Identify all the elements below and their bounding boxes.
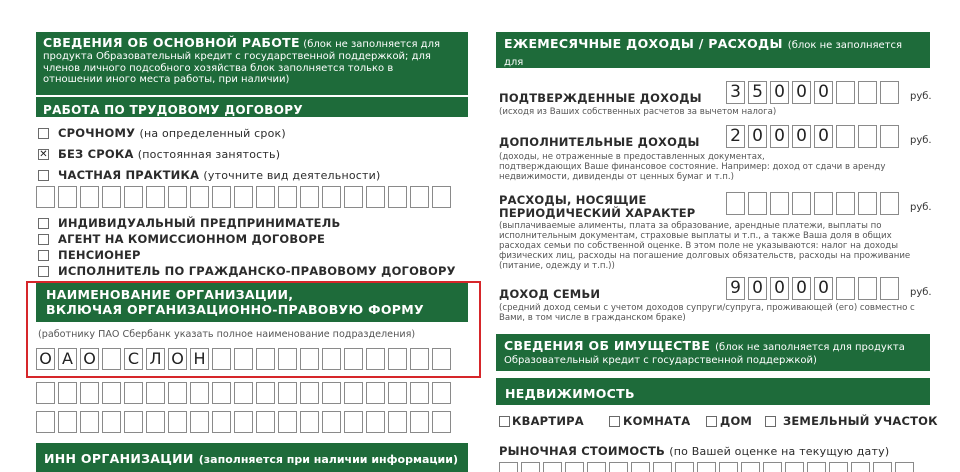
cell[interactable]: [432, 382, 451, 404]
private-practice-cells[interactable]: [36, 186, 451, 208]
checkbox-land[interactable]: [765, 416, 776, 427]
additional-income-note-1: подтверждающих Ваше финансовое состояние. Например: доход от сдачи в аренду: [499, 162, 886, 172]
cell[interactable]: 0: [792, 125, 811, 148]
option-private-practice-label: ЧАСТНАЯ ПРАКТИКА: [58, 168, 200, 182]
checkbox-permanent[interactable]: ✕: [39, 149, 48, 160]
inn-note: (заполняется при наличии информации): [198, 453, 458, 466]
org-name-cells-row3[interactable]: [36, 411, 451, 433]
cell[interactable]: [344, 382, 363, 404]
option-fixed-term-label: СРОЧНОМУ: [58, 126, 136, 140]
cell[interactable]: 0: [814, 81, 833, 104]
cell[interactable]: 9: [726, 277, 745, 300]
real-estate-title: НЕДВИЖИМОСТЬ: [505, 386, 635, 401]
cell[interactable]: [873, 462, 892, 472]
cell[interactable]: [322, 186, 341, 208]
cell[interactable]: [880, 192, 899, 215]
cell[interactable]: [836, 81, 855, 104]
org-name-cells-row2[interactable]: [36, 382, 451, 404]
cell[interactable]: 0: [770, 81, 789, 104]
cell[interactable]: [366, 411, 385, 433]
cell[interactable]: [344, 186, 363, 208]
cell[interactable]: [726, 192, 745, 215]
cell[interactable]: [880, 125, 899, 148]
cell[interactable]: [300, 186, 319, 208]
monthly-note: (блок не заполняется для: [504, 40, 903, 68]
market-value-title: РЫНОЧНАЯ СТОИМОСТЬ: [499, 444, 665, 458]
cell[interactable]: [300, 411, 319, 433]
periodic-expenses-unit: руб.: [910, 202, 932, 213]
monthly-header: [496, 32, 930, 81]
main-work-note: (блок не заполняется для: [303, 39, 441, 50]
cell[interactable]: [124, 186, 143, 208]
market-value-cells[interactable]: [499, 462, 914, 472]
confirmed-income-unit: руб.: [910, 91, 932, 102]
real-estate-header: [496, 378, 930, 405]
cell[interactable]: [322, 411, 341, 433]
cell[interactable]: [719, 462, 738, 472]
cell[interactable]: 2: [726, 125, 745, 148]
cell[interactable]: [499, 462, 518, 472]
cell[interactable]: [146, 411, 165, 433]
cell[interactable]: [858, 81, 877, 104]
cell[interactable]: Н: [190, 348, 209, 370]
main-work-note-line-0: продукта Образовательный кредит с государственной поддержкой; для: [43, 51, 431, 62]
cell[interactable]: [880, 277, 899, 300]
cell[interactable]: [102, 186, 121, 208]
option-commission-agent: АГЕНТ НА КОМИССИОННОМ ДОГОВОРЕ: [58, 232, 326, 246]
cell[interactable]: [212, 382, 231, 404]
cell[interactable]: О: [80, 348, 99, 370]
cell[interactable]: О: [36, 348, 55, 370]
labor-contract-header: [36, 97, 468, 117]
org-name-title-line2: ВКЛЮЧАЯ ОРГАНИЗАЦИОННО-ПРАВОВУЮ ФОРМУ: [46, 302, 424, 317]
cell[interactable]: [836, 192, 855, 215]
family-income-note-1: Вами, в том числе в гражданском браке): [499, 313, 686, 323]
cell[interactable]: [234, 186, 253, 208]
additional-income-label: ДОПОЛНИТЕЛЬНЫЕ ДОХОДЫ: [499, 135, 700, 149]
cell[interactable]: [80, 411, 99, 433]
cell[interactable]: [763, 462, 782, 472]
monthly-title: ЕЖЕМЕСЯЧНЫЕ ДОХОДЫ / РАСХОДЫ: [504, 36, 783, 51]
cell[interactable]: [168, 411, 187, 433]
cell[interactable]: [256, 186, 275, 208]
main-work-header: [36, 32, 468, 95]
option-apartment: КВАРТИРА: [512, 414, 584, 428]
cell[interactable]: Л: [146, 348, 165, 370]
periodic-expenses-note-0: (выплачиваемые алименты, плата за образование, арендные платежи, выплаты по: [499, 221, 882, 231]
cell[interactable]: [146, 186, 165, 208]
cell[interactable]: [836, 277, 855, 300]
cell[interactable]: [36, 411, 55, 433]
checkbox-house[interactable]: [706, 416, 717, 427]
cell[interactable]: [410, 382, 429, 404]
option-room: КОМНАТА: [623, 414, 691, 428]
cell[interactable]: С: [124, 348, 143, 370]
cell[interactable]: [80, 186, 99, 208]
cell[interactable]: [432, 411, 451, 433]
cell[interactable]: О: [168, 348, 187, 370]
cell[interactable]: [36, 186, 55, 208]
cell[interactable]: [234, 411, 253, 433]
periodic-expenses-note: [499, 221, 927, 271]
cell[interactable]: [234, 382, 253, 404]
periodic-expenses-note-2: расходах семьи по собственной оценке. В этом поле не указываются: налог на доходы: [499, 241, 899, 251]
cell[interactable]: [858, 192, 877, 215]
family-income-label: ДОХОД СЕМЬИ: [499, 287, 601, 301]
cell[interactable]: 0: [748, 125, 767, 148]
option-land: ЗЕМЕЛЬНЫЙ УЧАСТОК: [783, 414, 938, 428]
market-value-note: (по Вашей оценке на текущую дату): [669, 445, 890, 458]
confirmed-income-cells[interactable]: [726, 81, 899, 104]
cell[interactable]: [653, 462, 672, 472]
checkbox-private-practice[interactable]: [38, 170, 49, 181]
cell[interactable]: [858, 125, 877, 148]
main-work-note-line-1: членов личного подсобного хозяйства блок заполняется только в: [43, 62, 394, 74]
checkbox-civil-contract[interactable]: [38, 266, 49, 277]
cell[interactable]: 0: [770, 125, 789, 148]
market-value-label: [499, 444, 889, 458]
property-note: (блок не заполняется для продукта: [715, 342, 905, 353]
inn-header: [36, 443, 468, 472]
cell[interactable]: [278, 186, 297, 208]
confirmed-income-note: (исходя из Ваших собственных расчетов за вычетом налога): [499, 107, 777, 117]
inn-title: ИНН ОРГАНИЗАЦИИ: [44, 451, 194, 466]
cell[interactable]: А: [58, 348, 77, 370]
option-pensioner: ПЕНСИОНЕР: [58, 248, 141, 262]
cell[interactable]: 0: [792, 277, 811, 300]
cell[interactable]: [675, 462, 694, 472]
cell[interactable]: [36, 382, 55, 404]
option-entrepreneur: ИНДИВИДУАЛЬНЫЙ ПРЕДПРИНИМАТЕЛЬ: [58, 216, 341, 230]
cell[interactable]: [748, 192, 767, 215]
option-private-practice: [58, 168, 381, 182]
cell[interactable]: [609, 462, 628, 472]
cell[interactable]: [543, 462, 562, 472]
checkbox-fixed-term[interactable]: [38, 128, 49, 139]
option-house: ДОМ: [720, 414, 753, 428]
cell[interactable]: [741, 462, 760, 472]
cell[interactable]: [146, 382, 165, 404]
org-name-highlight: [26, 281, 481, 378]
option-permanent-label: БЕЗ СРОКА: [58, 147, 134, 161]
cell[interactable]: [410, 186, 429, 208]
cell[interactable]: [190, 382, 209, 404]
family-income-cells[interactable]: [726, 277, 899, 300]
checkbox-commission-agent[interactable]: [38, 234, 49, 245]
cell[interactable]: [836, 125, 855, 148]
cell[interactable]: [190, 186, 209, 208]
cell[interactable]: 0: [814, 277, 833, 300]
cell[interactable]: [168, 382, 187, 404]
cell[interactable]: [410, 411, 429, 433]
cell[interactable]: [565, 462, 584, 472]
cell[interactable]: [212, 411, 231, 433]
periodic-expenses-cells[interactable]: [726, 192, 899, 215]
cell[interactable]: [807, 462, 826, 472]
cell[interactable]: [880, 81, 899, 104]
option-civil-contract: ИСПОЛНИТЕЛЬ ПО ГРАЖДАНСКО-ПРАВОВОМУ ДОГОВОРУ: [58, 264, 456, 278]
family-income-unit: руб.: [910, 287, 932, 298]
cell[interactable]: [366, 382, 385, 404]
additional-income-cells[interactable]: [726, 125, 899, 148]
cell[interactable]: [432, 186, 451, 208]
periodic-expenses-note-1: исполнительным документам, страховые выплаты и т.п., а также Ваша доля в общих: [499, 231, 892, 241]
cell[interactable]: [256, 411, 275, 433]
cell[interactable]: [587, 462, 606, 472]
option-private-practice-note: (уточните вид деятельности): [203, 169, 381, 182]
cell[interactable]: [388, 186, 407, 208]
checkbox-pensioner[interactable]: [38, 250, 49, 261]
cell[interactable]: [256, 382, 275, 404]
cell[interactable]: [785, 462, 804, 472]
cell[interactable]: [829, 462, 848, 472]
cell[interactable]: [124, 382, 143, 404]
cell[interactable]: [858, 277, 877, 300]
confirmed-income-label: ПОДТВЕРЖДЕННЫЕ ДОХОДЫ: [499, 91, 702, 105]
cell[interactable]: [124, 411, 143, 433]
cell[interactable]: [770, 192, 789, 215]
labor-contract-title: РАБОТА ПО ТРУДОВОМУ ДОГОВОРУ: [43, 103, 303, 117]
cell[interactable]: 3: [726, 81, 745, 104]
cell[interactable]: [631, 462, 650, 472]
cell[interactable]: [388, 382, 407, 404]
main-work-title: СВЕДЕНИЯ ОБ ОСНОВНОЙ РАБОТЕ: [43, 35, 300, 50]
option-fixed-term: [58, 126, 286, 140]
cell[interactable]: 5: [748, 81, 767, 104]
cell[interactable]: [190, 411, 209, 433]
cell[interactable]: [80, 382, 99, 404]
cell[interactable]: 0: [792, 81, 811, 104]
additional-income-note-2: недвижимости, дивиденды от ценных бумаг и т.п.): [499, 172, 734, 182]
cell[interactable]: [102, 411, 121, 433]
cell[interactable]: [322, 382, 341, 404]
periodic-expenses-label-line1: РАСХОДЫ, НОСЯЩИЕ: [499, 193, 647, 207]
cell[interactable]: [814, 192, 833, 215]
cell[interactable]: [58, 411, 77, 433]
cell[interactable]: [344, 411, 363, 433]
family-income-note-0: (средний доход семьи с учетом доходов супруги/супруга, проживающей (его) совместно с: [499, 303, 915, 313]
checkbox-entrepreneur[interactable]: [38, 218, 49, 229]
org-name-title-line1: НАИМЕНОВАНИЕ ОРГАНИЗАЦИИ,: [46, 287, 294, 302]
periodic-expenses-label-line2: ПЕРИОДИЧЕСКИЙ ХАРАКТЕР: [499, 206, 696, 220]
org-name-note: (работнику ПАО Сбербанк указать полное наименование подразделения): [38, 329, 416, 340]
property-header: [496, 334, 930, 371]
cell[interactable]: [168, 186, 187, 208]
cell[interactable]: [792, 192, 811, 215]
cell[interactable]: [102, 382, 121, 404]
cell[interactable]: [521, 462, 540, 472]
monthly-note-line2: продукта Образовательный кредит с государственной поддержкой): [504, 70, 870, 81]
additional-income-note-0: (доходы, не отраженные в предоставленных документах,: [499, 152, 765, 162]
periodic-expenses-note-4: (питание, одежду и т.п.)): [499, 261, 615, 271]
cell[interactable]: [278, 382, 297, 404]
checkbox-room[interactable]: [609, 416, 620, 427]
option-permanent: [58, 147, 280, 161]
cell[interactable]: [212, 186, 231, 208]
cell[interactable]: [388, 411, 407, 433]
cell[interactable]: [58, 382, 77, 404]
cell[interactable]: 0: [770, 277, 789, 300]
cell[interactable]: [895, 462, 914, 472]
cell[interactable]: 0: [748, 277, 767, 300]
checkbox-apartment[interactable]: [499, 416, 510, 427]
option-permanent-note: (постоянная занятость): [137, 148, 281, 161]
option-fixed-term-note: (на определенный срок): [139, 127, 286, 140]
periodic-expenses-note-3: физических лиц, расходы на погашение долговых обязательств, расходы на проживание: [499, 251, 911, 261]
cell[interactable]: [697, 462, 716, 472]
main-work-note-line-2: отношении иного места работы, при наличии): [43, 74, 290, 85]
cell[interactable]: 0: [814, 125, 833, 148]
cell[interactable]: [58, 186, 77, 208]
cell[interactable]: [300, 382, 319, 404]
cell[interactable]: [278, 411, 297, 433]
property-title: СВЕДЕНИЯ ОБ ИМУЩЕСТВЕ: [504, 338, 711, 353]
cell[interactable]: [851, 462, 870, 472]
cell[interactable]: [366, 186, 385, 208]
additional-income-unit: руб.: [910, 135, 932, 146]
property-note-line2: Образовательный кредит с государственной поддержкой): [504, 355, 817, 366]
